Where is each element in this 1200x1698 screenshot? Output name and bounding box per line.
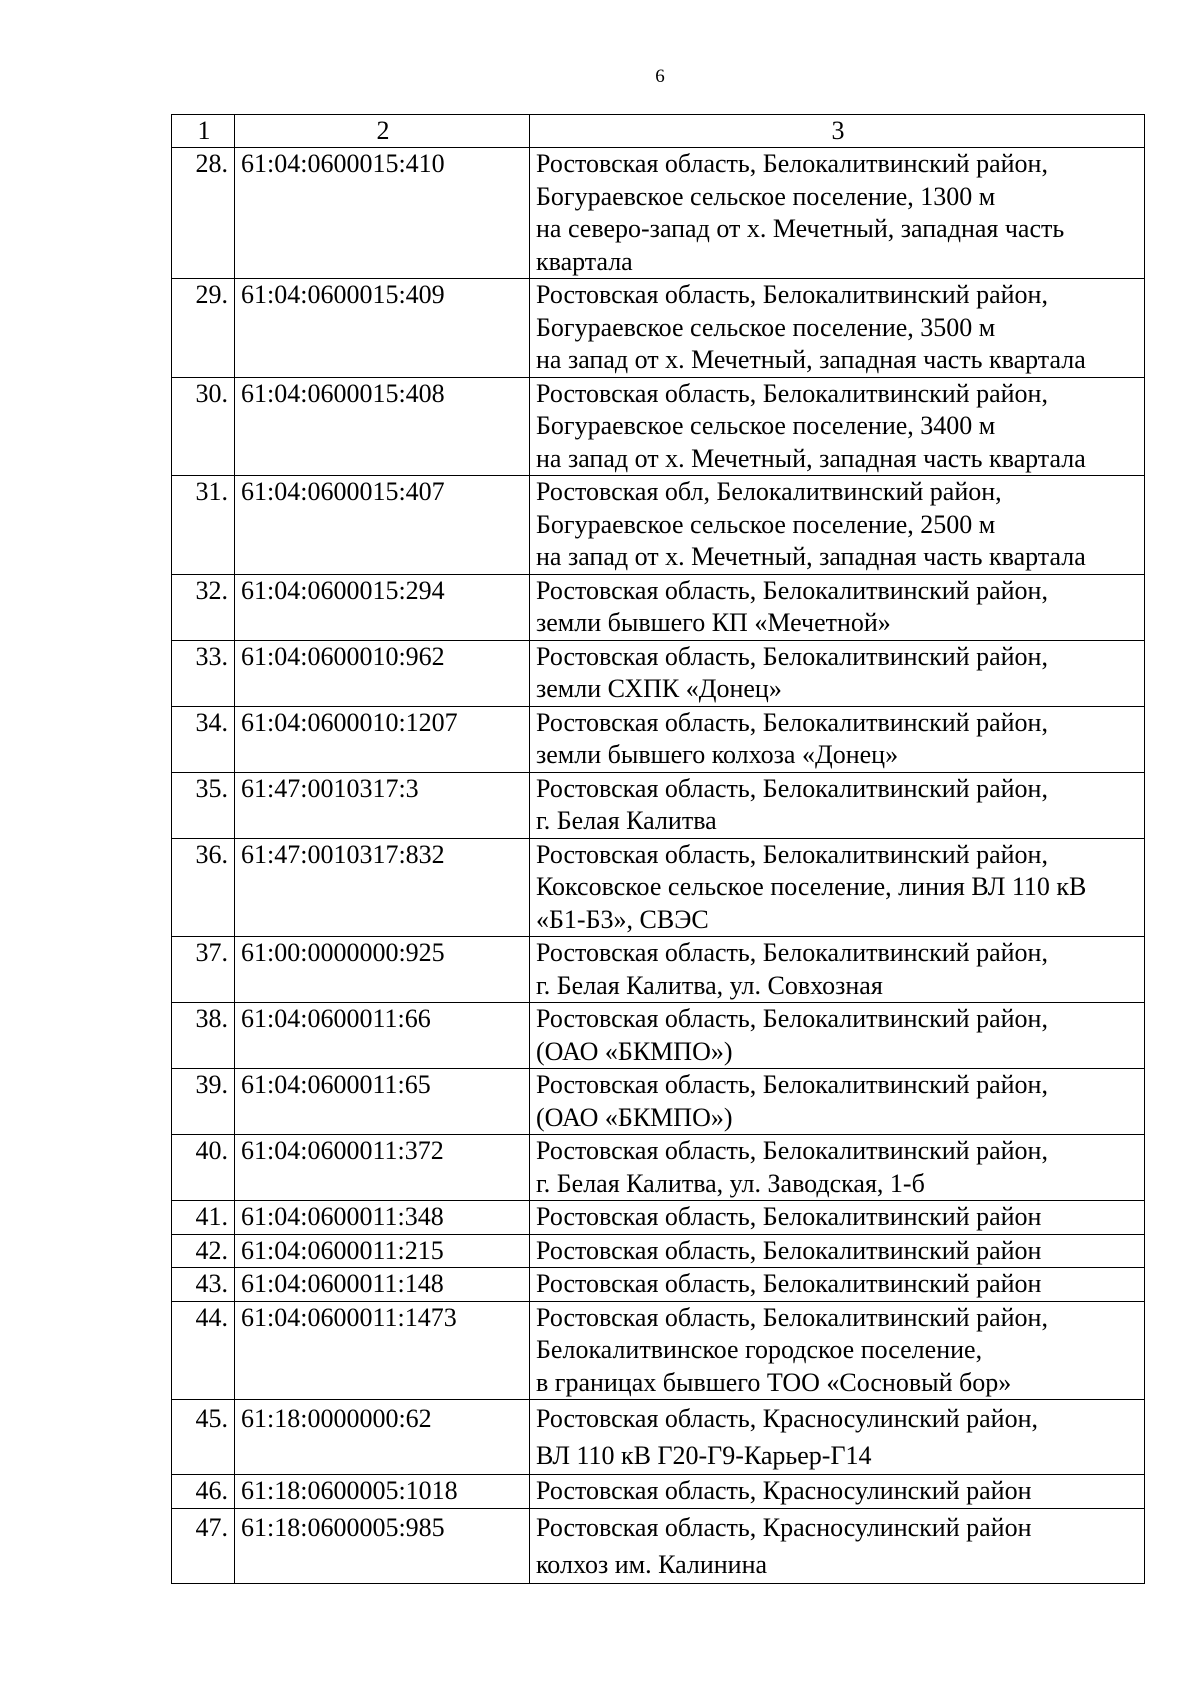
row-number: 41. (172, 1201, 235, 1235)
address-line: Ростовская область, Белокалитвинский район (536, 1202, 1042, 1231)
cadastral-number: 61:04:0600011:215 (235, 1234, 530, 1268)
table-row (172, 838, 1145, 937)
address-cell (530, 377, 1145, 476)
address-cell (530, 706, 1145, 772)
table-row (172, 640, 1145, 706)
cadastral-number: 61:18:0600005:985 (235, 1508, 530, 1583)
table-row (172, 937, 1145, 1003)
address-line: колхоз им. Калинина (536, 1549, 768, 1579)
address-line: Ростовская область, Белокалитвинский район, (536, 1302, 1048, 1332)
cadastral-number: 61:04:0600011:148 (235, 1268, 530, 1302)
address-line: Ростовская область, Белокалитвинский район, (536, 641, 1048, 671)
address-line: г. Белая Калитва (536, 806, 717, 835)
table-row (172, 279, 1145, 378)
cadastral-number: 61:04:0600015:407 (235, 476, 530, 575)
address-line: в границах бывшего ТОО «Сосновый бор» (536, 1367, 1012, 1397)
address-line: (ОАО «БКМПО») (536, 1036, 733, 1066)
address-line: Ростовская область, Белокалитвинский район, (536, 575, 1048, 605)
address-line: г. Белая Калитва, ул. Заводская, 1-б (536, 1168, 925, 1198)
row-number: 36. (172, 838, 235, 937)
cadastral-number: 61:04:0600011:372 (235, 1135, 530, 1201)
cadastral-number: 61:04:0600015:408 (235, 377, 530, 476)
address-cell (530, 1400, 1145, 1475)
address-cell (530, 1135, 1145, 1201)
address-cell (530, 279, 1145, 378)
table-row (172, 1508, 1145, 1583)
page-number: 6 (655, 66, 665, 87)
address-line: Ростовская область, Белокалитвинский район, (536, 839, 1048, 869)
cadastral-number: 61:04:0600011:65 (235, 1069, 530, 1135)
table-body (172, 148, 1145, 1584)
address-line: Богураевское сельское поселение, 3400 м (536, 411, 996, 440)
row-number: 43. (172, 1268, 235, 1302)
address-cell (530, 640, 1145, 706)
address-line: земли СХПК «Донец» (536, 674, 782, 703)
table-row (172, 1135, 1145, 1201)
address-line: Ростовская область, Белокалитвинский район, (536, 280, 1048, 309)
cadastral-number: 61:18:0000000:62 (235, 1400, 530, 1475)
address-cell (530, 1475, 1145, 1509)
address-cell (530, 937, 1145, 1003)
column-header-address: 3 (530, 115, 1145, 148)
table-row (172, 476, 1145, 575)
row-number: 33. (172, 640, 235, 706)
cadastral-number: 61:47:0010317:832 (235, 838, 530, 937)
address-line: Ростовская область, Красносулинский район, (536, 1404, 1038, 1433)
address-line: Ростовская область, Белокалитвинский район, (536, 149, 1048, 178)
row-number: 39. (172, 1069, 235, 1135)
cadastral-number: 61:47:0010317:3 (235, 772, 530, 838)
row-number: 32. (172, 574, 235, 640)
address-line: Ростовская область, Белокалитвинский район (536, 1235, 1042, 1265)
address-cell (530, 772, 1145, 838)
address-cell (530, 838, 1145, 937)
cadastral-number: 61:04:0600011:1473 (235, 1301, 530, 1400)
address-line: «Б1-Б3», СВЭС (536, 904, 709, 934)
address-line: Ростовская область, Белокалитвинский район, (536, 1136, 1048, 1165)
table-row (172, 706, 1145, 772)
cadastral-number: 61:04:0600011:348 (235, 1201, 530, 1235)
row-number: 35. (172, 772, 235, 838)
address-line: квартала (536, 246, 633, 276)
column-header-number: 1 (172, 115, 235, 148)
address-line: ВЛ 110 кВ Г20-Г9-Карьер-Г14 (536, 1441, 872, 1470)
table-row (172, 1400, 1145, 1475)
table-row (172, 1069, 1145, 1135)
cadastral-number: 61:04:0600010:1207 (235, 706, 530, 772)
address-line: г. Белая Калитва, ул. Совхозная (536, 970, 883, 1000)
address-cell (530, 476, 1145, 575)
row-number: 37. (172, 937, 235, 1003)
address-cell (530, 1508, 1145, 1583)
table-row (172, 1201, 1145, 1235)
table-row (172, 377, 1145, 476)
address-cell (530, 1234, 1145, 1268)
row-number: 42. (172, 1234, 235, 1268)
row-number: 46. (172, 1475, 235, 1509)
cadastral-number: 61:04:0600011:66 (235, 1003, 530, 1069)
address-line: Ростовская область, Белокалитвинский район, (536, 707, 1048, 737)
table-row (172, 1234, 1145, 1268)
address-line: Ростовская область, Белокалитвинский район, (536, 773, 1048, 803)
column-header-cadastral-number: 2 (235, 115, 530, 148)
address-cell (530, 148, 1145, 279)
address-line: (ОАО «БКМПО») (536, 1102, 733, 1132)
table-row (172, 1003, 1145, 1069)
address-line: Ростовская область, Белокалитвинский район (536, 1269, 1042, 1298)
table-row (172, 772, 1145, 838)
row-number: 40. (172, 1135, 235, 1201)
address-line: Богураевское сельское поселение, 2500 м (536, 509, 996, 539)
address-cell (530, 1268, 1145, 1302)
row-number: 45. (172, 1400, 235, 1475)
row-number: 44. (172, 1301, 235, 1400)
cadastral-number: 61:04:0600010:962 (235, 640, 530, 706)
address-line: на запад от х. Мечетный, западная часть квартала (536, 443, 1086, 473)
row-number: 47. (172, 1508, 235, 1583)
address-line: Ростовская область, Красносулинский район (536, 1512, 1032, 1542)
row-number: 30. (172, 377, 235, 476)
address-line: земли бывшего колхоза «Донец» (536, 740, 899, 769)
table-row (172, 1268, 1145, 1302)
address-cell (530, 1301, 1145, 1400)
table-header-row (172, 115, 1145, 148)
cadastral-number: 61:04:0600015:410 (235, 148, 530, 279)
address-line: на запад от х. Мечетный, западная часть квартала (536, 345, 1086, 374)
address-line: Ростовская область, Красносулинский район (536, 1476, 1032, 1505)
address-line: земли бывшего КП «Мечетной» (536, 608, 891, 637)
cadastral-number: 61:04:0600015:294 (235, 574, 530, 640)
address-line: Ростовская обл, Белокалитвинский район, (536, 477, 1002, 506)
table-row (172, 1301, 1145, 1400)
cadastral-number: 61:04:0600015:409 (235, 279, 530, 378)
address-cell (530, 1003, 1145, 1069)
row-number: 38. (172, 1003, 235, 1069)
address-line: на северо-запад от х. Мечетный, западная часть (536, 214, 1065, 243)
address-cell (530, 1069, 1145, 1135)
address-cell (530, 1201, 1145, 1235)
table-row (172, 1475, 1145, 1509)
address-cell (530, 574, 1145, 640)
address-line: Ростовская область, Белокалитвинский район, (536, 1070, 1048, 1099)
table-row (172, 148, 1145, 279)
address-line: Ростовская область, Белокалитвинский район, (536, 1004, 1048, 1033)
address-line: Ростовская область, Белокалитвинский район, (536, 378, 1048, 408)
address-line: Ростовская область, Белокалитвинский район, (536, 938, 1048, 967)
cadastral-number: 61:18:0600005:1018 (235, 1475, 530, 1509)
address-line: Коксовское сельское поселение, линия ВЛ 110 кВ (536, 872, 1087, 901)
address-line: Белокалитвинское городское поселение, (536, 1335, 983, 1364)
address-line: Богураевское сельское поселение, 1300 м (536, 181, 996, 211)
cadastral-number: 61:00:0000000:925 (235, 937, 530, 1003)
row-number: 29. (172, 279, 235, 378)
row-number: 31. (172, 476, 235, 575)
address-line: на запад от х. Мечетный, западная часть квартала (536, 542, 1086, 571)
table-row (172, 574, 1145, 640)
parcel-table (171, 114, 1145, 1584)
row-number: 34. (172, 706, 235, 772)
row-number: 28. (172, 148, 235, 279)
address-line: Богураевское сельское поселение, 3500 м (536, 312, 996, 342)
